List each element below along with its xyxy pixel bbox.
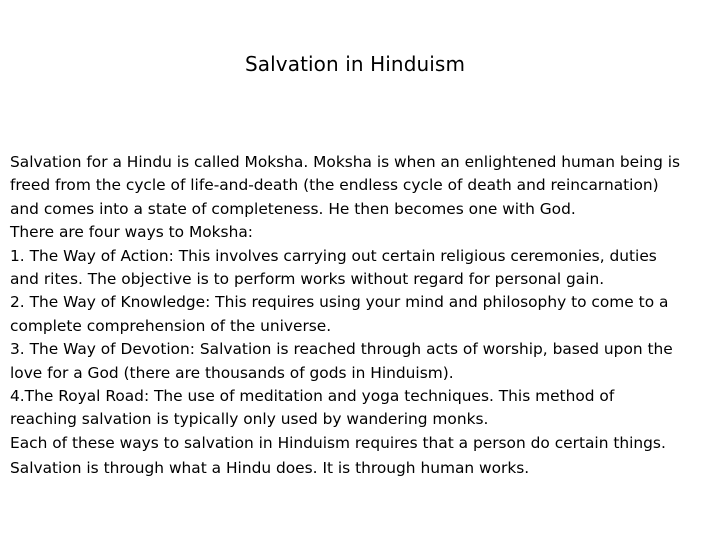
body-line: 4.The Royal Road: The use of meditation and yoga techniques. This method of (10, 387, 615, 406)
slide-body (10, 151, 716, 481)
body-line: Salvation is through what a Hindu does. It is through human works. (10, 459, 530, 478)
body-line: and rites. The objective is to perform works without regard for personal gain. (10, 270, 605, 289)
slide-title: Salvation in Hinduism (244, 52, 466, 76)
body-line: Each of these ways to salvation in Hinduism requires that a person do certain things. (10, 433, 666, 452)
body-line: Salvation for a Hindu is called Moksha. Moksha is when an enlightened human being is (10, 153, 681, 171)
body-line: 2. The Way of Knowledge: This requires using your mind and philosophy to come to a (10, 293, 669, 312)
body-line: love for a God (there are thousands of gods in Hinduism). (10, 363, 454, 382)
body-line: 3. The Way of Devotion: Salvation is reached through acts of worship, based upon the (10, 340, 673, 359)
body-line: reaching salvation is typically only used by wandering monks. (10, 410, 489, 429)
body-line: freed from the cycle of life-and-death (the endless cycle of death and reincarnation) (10, 176, 659, 195)
body-line: complete comprehension of the universe. (10, 316, 332, 335)
body-line: 1. The Way of Action: This involves carrying out certain religious ceremonies, duties (10, 246, 657, 265)
body-line: There are four ways to Moksha: (10, 223, 253, 242)
body-line: and comes into a state of completeness. He then becomes one with God. (10, 199, 576, 218)
